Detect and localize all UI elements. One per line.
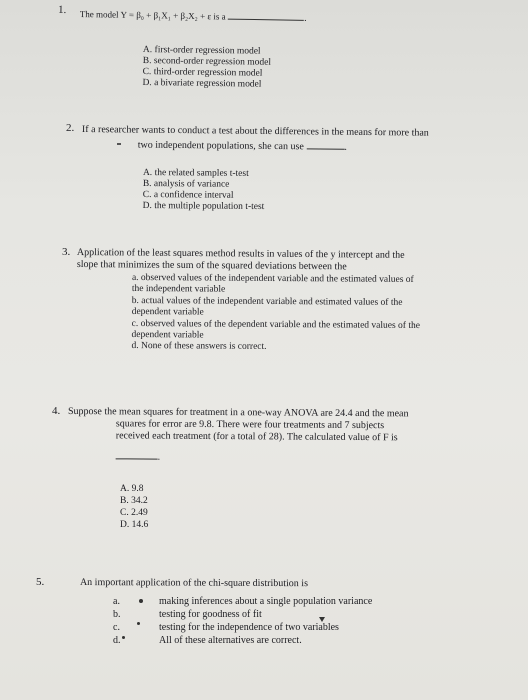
option-letter: C. [142,189,152,201]
option-letter: d. [113,635,121,646]
stem-line: two independent populations, she can use [137,139,304,153]
option-d[interactable] [142,78,270,91]
stem-line: If a researcher wants to conduct a test about the differences in the means for more than [81,124,429,139]
question-4-stem: Suppose the mean squares for treatment in a one-way ANOVA are 24.4 and the mean squares for error are 9.8. There were four treatments and 7 subjects received each treatment (for a total of 28). The calculated value of F is . [67,406,409,463]
option-line: a. observed values of the independent variable and the estimated values of [131,273,414,285]
stem-line: slope that minimizes the sum of the squared deviations between the [76,258,347,273]
question-4-number: 4. [52,405,61,417]
option-letter: A. [120,484,130,494]
option-c[interactable] [132,319,420,344]
option-line: d. None of these answers is correct. [131,341,267,353]
option-c[interactable] [113,621,372,634]
stray-mark [117,143,121,145]
answer-blank[interactable] [228,9,304,21]
option-text: testing for goodness of fit [159,609,262,620]
answer-blank[interactable] [116,448,158,459]
bullet-mark [122,636,125,639]
option-b[interactable] [132,296,420,321]
option-text: All of these alternatives are correct. [159,635,302,646]
question-5-number: 5. [36,576,45,588]
option-a[interactable] [120,483,148,495]
option-letter: A. [142,45,153,56]
option-letter: a. [113,596,120,607]
option-c[interactable] [120,507,148,519]
question-3-number: 3. [62,246,71,258]
option-letter: B. [120,496,129,506]
option-text: 14.6 [131,520,149,530]
option-letter: B. [142,178,152,190]
bullet-mark [137,622,140,625]
option-d[interactable] [113,634,372,647]
option-text: 34.2 [131,496,148,506]
answer-blank[interactable] [306,138,344,149]
option-line: c. observed values of the dependent variable and the estimated values of the [131,318,421,331]
option-line: b. actual values of the independent variable and estimated values of the [131,295,403,308]
option-text: the multiple population t-test [154,201,265,213]
arrow-mark [319,617,325,622]
stem-line: squares for error are 9.8. There were four treatments and 7 subjects [115,418,385,432]
question-5-stem: An important application of the chi-square distribution is [79,577,309,590]
option-d[interactable] [143,201,265,213]
option-text: analysis of variance [153,179,230,190]
option-line: dependent variable [131,330,204,341]
option-text: a bivariate regression model [154,78,262,90]
option-text: 2.49 [131,508,148,518]
option-text: a confidence interval [153,190,234,201]
question-3-options [131,273,420,355]
option-b[interactable] [113,608,372,621]
option-text: 9.8 [131,484,144,494]
question-1-stem: The model Y = β₀ + β₁X₁ + β₂X₂ + ε is a . [79,8,307,24]
question-5-options [113,595,372,647]
option-text: testing for the independence of two variables [159,622,339,633]
option-letter: D. [120,520,130,530]
question-2-options [143,168,265,213]
stem-line: received each treatment (for a total of 28). The calculated value of F is [115,430,398,444]
option-letter: b. [113,609,121,620]
question-1-stem-text: The model Y = β₀ + β₁X₁ + β₂X₂ + ε is a [79,8,226,22]
option-letter: c. [113,622,120,633]
option-line: dependent variable [131,307,204,318]
question-1-number: 1. [57,3,67,17]
option-a[interactable] [132,273,420,298]
question-4-options [120,483,148,531]
option-text: third-order regression model [153,67,263,79]
option-letter: D. [142,77,152,89]
option-letter: D. [142,200,152,212]
stem-line: Application of the least squares method results in values of the y intercept and the [76,247,405,261]
bullet-mark [139,599,143,603]
option-d[interactable] [131,341,419,354]
option-text: making inferences about a single population variance [159,596,373,607]
option-letter: C. [120,508,129,518]
option-text: second-order regression model [153,56,272,68]
question-1-options [142,45,271,91]
option-a[interactable] [113,595,372,608]
option-d[interactable] [120,519,148,531]
question-2-stem: If a researcher wants to conduct a test about the differences in the means for more than two independent populations, she can use . [81,124,429,153]
option-text: the related samples t-test [154,168,249,179]
option-line: the independent variable [131,284,226,296]
question-2-number: 2. [66,122,75,134]
option-letter: A. [142,168,153,179]
option-text: first-order regression model [154,45,261,57]
stem-line: Suppose the mean squares for treatment in a one-way ANOVA are 24.4 and the mean [67,406,409,420]
option-b[interactable] [120,495,148,507]
question-3-stem [77,247,405,274]
option-letter: C. [142,66,152,78]
option-letter: B. [142,55,152,67]
